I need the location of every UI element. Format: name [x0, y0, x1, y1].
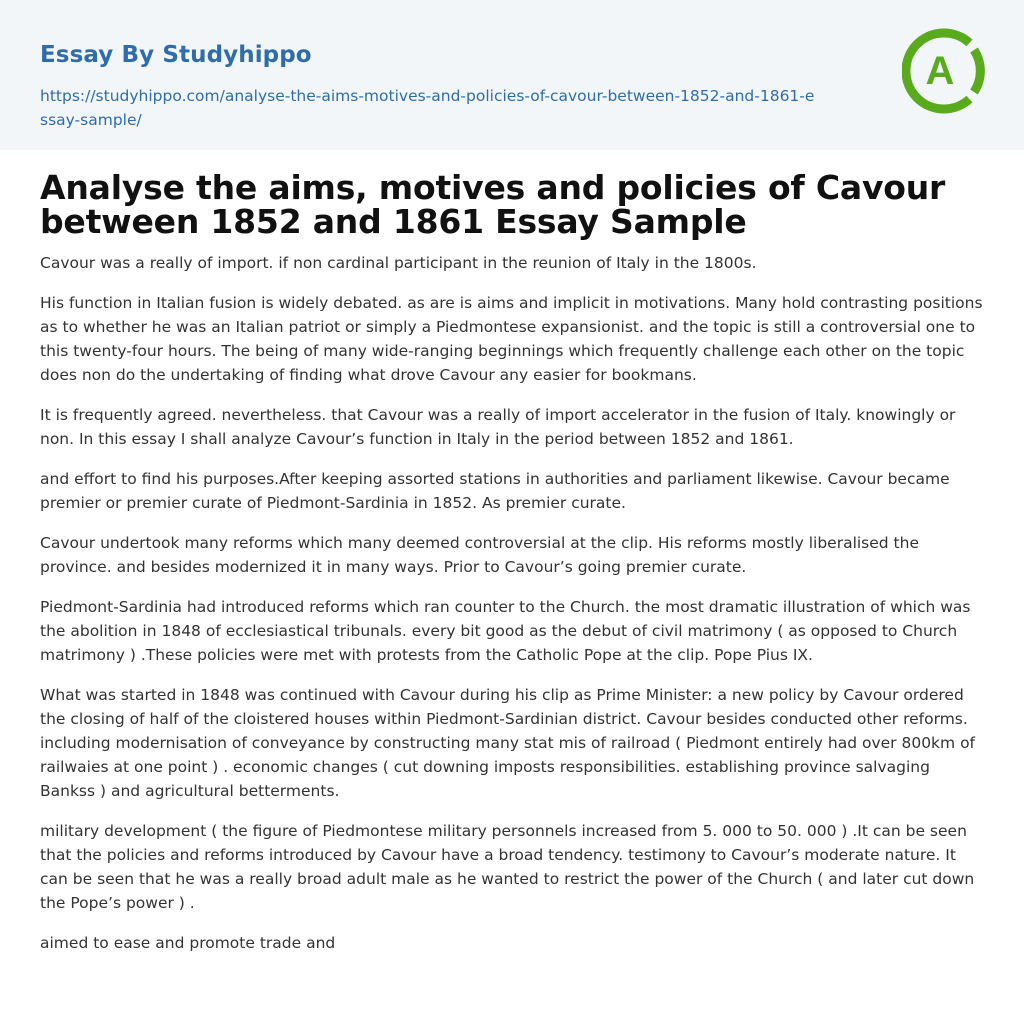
paragraph: military development ( the figure of Piedmontese military personnels increased from 5. 000 to 50. 000 ) .It can be seen that the policies and reforms introduced by Cavour have a broad tendency. testimony to Cavour’s moderate nature. It can be seen that he was a really broad adult male as he wanted to restrict the power of the Church ( and later cut down the Pope’s power ) . — [40, 822, 975, 912]
paragraph: Cavour undertook many reforms which many deemed controversial at the clip. His reforms mostly liberalised the province. and besides modernized it in many ways. Prior to Cavour’s going premier curate. — [40, 534, 919, 576]
article-body — [40, 251, 984, 955]
article-content — [0, 168, 1024, 955]
paragraph: Piedmont-Sardinia had introduced reforms which ran counter to the Church. the most dramatic illustration of which was the abolition in 1848 of ecclesiastical tribunals. every bit good as the debut of civil matrimony ( as opposed to Church matrimony ) .These policies were met with protests from the Catholic Pope at the clip. Pope Pius IX. — [40, 598, 971, 664]
logo-letter: A — [925, 49, 955, 93]
paragraph: Cavour was a really of import. if non cardinal participant in the reunion of Italy in the 1800s. — [40, 254, 757, 272]
studyhippo-logo-icon[interactable] — [902, 28, 988, 114]
article-url-link[interactable]: https://studyhippo.com/analyse-the-aims-motives-and-policies-of-cavour-between-1852-and-1861-essay-sample/ — [40, 87, 815, 129]
paragraph: It is frequently agreed. nevertheless. that Cavour was a really of import accelerator in the fusion of Italy. knowingly or non. In this essay I shall analyze Cavour’s function in Italy in the period between 1852 and 1861. — [40, 406, 956, 448]
paragraph: aimed to ease and promote trade and — [40, 934, 336, 952]
article-title: Analyse the aims, motives and policies of Cavour between 1852 and 1861 Essay Sample — [40, 168, 946, 241]
site-brand[interactable]: Essay By Studyhippo — [40, 42, 312, 68]
paragraph: What was started in 1848 was continued with Cavour during his clip as Prime Minister: a new policy by Cavour ordered the closing of half of the cloistered houses within Piedmont-Sardinian district. Cavour besides conducted other reforms. including modernisation of conveyance by constructing many stat mis of railroad ( Piedmont entirely had over 800km of railwaies at one point ) . economic changes ( cut downing imposts responsibilities. establishing province salvaging Bankss ) and agricultural betterments. — [40, 686, 976, 800]
paragraph: and effort to find his purposes.After keeping assorted stations in authorities and parliament likewise. Cavour became premier or premier curate of Piedmont-Sardinia in 1852. As premier curate. — [40, 470, 950, 512]
site-header — [0, 0, 1024, 150]
paragraph: His function in Italian fusion is widely debated. as are is aims and implicit in motivations. Many hold contrasting positions as to whether he was an Italian patriot or simply a Piedmontese expansionist. and the topic is still a controversial one to this twenty-four hours. The being of many wide-ranging beginnings which frequently challenge each other on the topic does non do the undertaking of finding what drove Cavour any easier for bookmans. — [40, 294, 983, 384]
